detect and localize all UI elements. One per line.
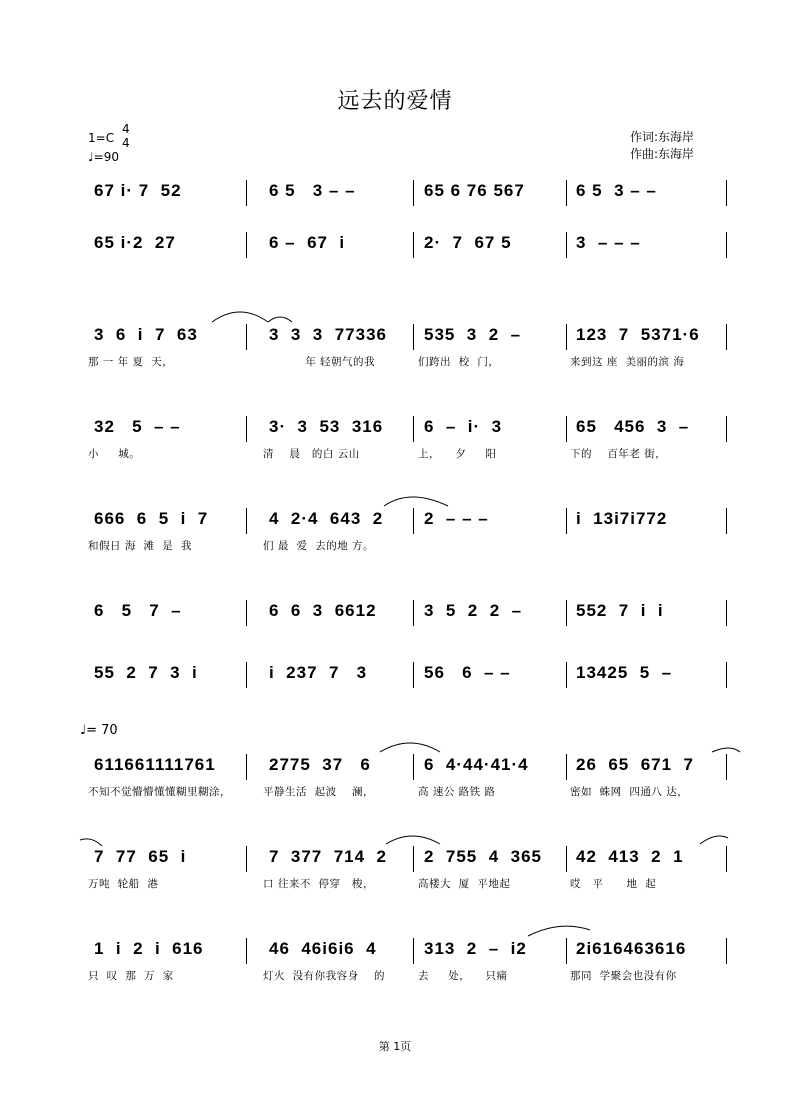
barline	[726, 662, 727, 688]
barline	[246, 662, 247, 688]
lyric-line: 只 叹 那 万 家	[88, 970, 174, 982]
measure-notes: 3 – – –	[576, 233, 641, 252]
barline	[726, 416, 727, 442]
lyric-line: 那 一 年 夏 天，	[88, 356, 174, 368]
barline	[246, 754, 247, 780]
measure-notes: 3· 3 53 316	[269, 417, 384, 436]
tempo-value: =90	[93, 150, 119, 164]
barline	[246, 938, 247, 964]
lyric-line: 口 往来不 停穿 梭，	[263, 878, 375, 890]
barline	[726, 754, 727, 780]
barline	[566, 232, 567, 258]
measure-notes: 6 5 3 – –	[576, 181, 657, 200]
lyricist-credit: 作词:东海岸	[630, 130, 695, 144]
measure-notes: 65 456 3 –	[576, 417, 690, 436]
slur	[212, 312, 268, 322]
measure-notes: 7 377 714 2	[269, 847, 387, 866]
barline	[726, 180, 727, 206]
barline	[726, 846, 727, 872]
barline	[246, 324, 247, 350]
barline	[413, 416, 414, 442]
barline	[566, 508, 567, 534]
barline	[413, 938, 414, 964]
measure-notes: 26 65 671 7	[576, 755, 694, 774]
measure-notes: 313 2 – i2	[424, 939, 527, 958]
barline	[413, 662, 414, 688]
measure-notes: 3 3 3 77336	[269, 325, 387, 344]
measure-notes: 3 6 i 7 63	[94, 325, 198, 344]
measure-notes: 4 2·4 643 2	[269, 509, 384, 528]
lyric-line: 清 晨 的白 云山	[263, 448, 360, 460]
barline	[566, 754, 567, 780]
lyric-line: 不知不觉懵懵懂懂糊里糊涂，	[88, 786, 231, 798]
lyric-line: 密如 蛛网 四通八 达，	[570, 786, 689, 798]
time-signature-top: 4	[122, 122, 130, 136]
measure-notes: i 237 7 3	[269, 663, 368, 682]
measure-notes: 3 5 2 2 –	[424, 601, 523, 620]
barline	[246, 416, 247, 442]
measure-notes: 7 77 65 i	[94, 847, 187, 866]
key-signature: 1=C	[88, 131, 115, 145]
score-row	[86, 508, 726, 552]
lyric-line: 去 处， 只痛	[418, 970, 508, 982]
lyric-line: 高 速公 路铁 路	[418, 786, 496, 798]
tempo-value-2: = 70	[86, 723, 118, 738]
lyric-line: 们跨出 校 门，	[418, 356, 500, 368]
barline	[566, 600, 567, 626]
slur	[700, 836, 728, 844]
measure-notes: 6 4·44·41·4	[424, 755, 529, 774]
quarter-note-icon: ♩	[88, 150, 94, 164]
measure-notes: 32 5 – –	[94, 417, 181, 436]
composer-credit: 作曲:东海岸	[630, 147, 695, 161]
barline	[566, 416, 567, 442]
barline	[566, 324, 567, 350]
barline	[246, 232, 247, 258]
score-row	[86, 600, 726, 630]
lyric-line: 下的 百年老 街，	[570, 448, 667, 460]
score-row	[86, 662, 726, 692]
lyric-line: 年 轻朝气的我	[263, 356, 376, 368]
slur	[386, 836, 440, 844]
barline	[246, 508, 247, 534]
measure-notes: 1 i 2 i 616	[94, 939, 204, 958]
measure-notes: 65 6 76 567	[424, 181, 525, 200]
page-title: 远去的爱情	[337, 89, 453, 114]
slur	[80, 839, 102, 846]
barline	[413, 324, 414, 350]
measure-notes: 2775 37 6	[269, 755, 371, 774]
barline	[726, 600, 727, 626]
measure-notes: i 13i7i772	[576, 509, 668, 528]
measure-notes: 535 3 2 –	[424, 325, 522, 344]
time-signature	[122, 122, 130, 150]
lyric-line: 万吨 轮船 港	[88, 878, 159, 890]
tempo-marking	[88, 150, 119, 164]
barline	[246, 180, 247, 206]
barline	[413, 600, 414, 626]
measure-notes: 6 5 3 – –	[269, 181, 356, 200]
barline	[413, 180, 414, 206]
slur	[384, 497, 448, 506]
lyric-line: 来到这 座 美丽的滨 海	[570, 356, 685, 368]
measure-notes: 2i616463616	[576, 939, 687, 958]
barline	[246, 846, 247, 872]
barline	[413, 232, 414, 258]
slur	[712, 748, 740, 752]
measure-notes: 666 6 5 i 7	[94, 509, 209, 528]
lyric-line: 们 最 爱 去的地 方。	[263, 540, 375, 552]
score-row	[86, 232, 726, 262]
barline	[726, 508, 727, 534]
barline	[566, 180, 567, 206]
score-row	[86, 416, 726, 460]
lyric-line: 平静生活 起波 澜，	[263, 786, 375, 798]
lyric-line: 上， 夕 阳	[418, 448, 497, 460]
lyric-line: 和假日 海 滩 是 我	[88, 540, 192, 552]
measure-notes: 123 7 5371·6	[576, 325, 700, 344]
lyric-line: 哎 平 地 起	[570, 878, 657, 890]
score-row	[86, 938, 726, 982]
measure-notes: 2 755 4 365	[424, 847, 542, 866]
barline	[566, 846, 567, 872]
lyric-line: 小 城。	[88, 448, 141, 460]
measure-notes: 65 i·2 27	[94, 233, 176, 252]
slur	[268, 317, 292, 322]
score-row	[86, 180, 726, 210]
measure-notes: 6 6 3 6612	[269, 601, 377, 620]
barline	[246, 600, 247, 626]
barline	[413, 846, 414, 872]
quarter-note-icon: ♩	[80, 723, 87, 738]
measure-notes: 56 6 – –	[424, 663, 511, 682]
measure-notes: 42 413 2 1	[576, 847, 684, 866]
measure-notes: 13425 5 –	[576, 663, 673, 682]
tempo-marking-2	[80, 723, 118, 738]
score-row	[86, 324, 726, 368]
barline	[726, 232, 727, 258]
measure-notes: 6 – 67 i	[269, 233, 346, 252]
measure-notes: 46 46i6i6 4	[269, 939, 377, 958]
barline	[726, 938, 727, 964]
barline	[566, 662, 567, 688]
measure-notes: 2 – – –	[424, 509, 489, 528]
measure-notes: 6 5 7 –	[94, 601, 182, 620]
measure-notes: 2· 7 67 5	[424, 233, 512, 252]
measure-notes: 552 7 i i	[576, 601, 664, 620]
barline	[413, 508, 414, 534]
slur	[528, 926, 590, 936]
barline	[566, 938, 567, 964]
measure-notes: 6 – i· 3	[424, 417, 503, 436]
lyric-line: 灯火 没有你我容身 的	[263, 970, 386, 982]
lyric-line: 那同 学聚会也没有你	[570, 970, 677, 982]
slur	[380, 743, 440, 752]
page-footer: 第 1页	[378, 1040, 412, 1053]
time-signature-bottom: 4	[122, 136, 130, 150]
barline	[726, 324, 727, 350]
score-row	[86, 754, 726, 798]
measure-notes: 55 2 7 3 i	[94, 663, 198, 682]
barline	[413, 754, 414, 780]
measure-notes: 611661111761	[94, 755, 216, 774]
measure-notes: 67 i· 7 52	[94, 181, 182, 200]
lyric-line: 高楼大 厦 平地起	[418, 878, 511, 890]
score-row	[86, 846, 726, 890]
